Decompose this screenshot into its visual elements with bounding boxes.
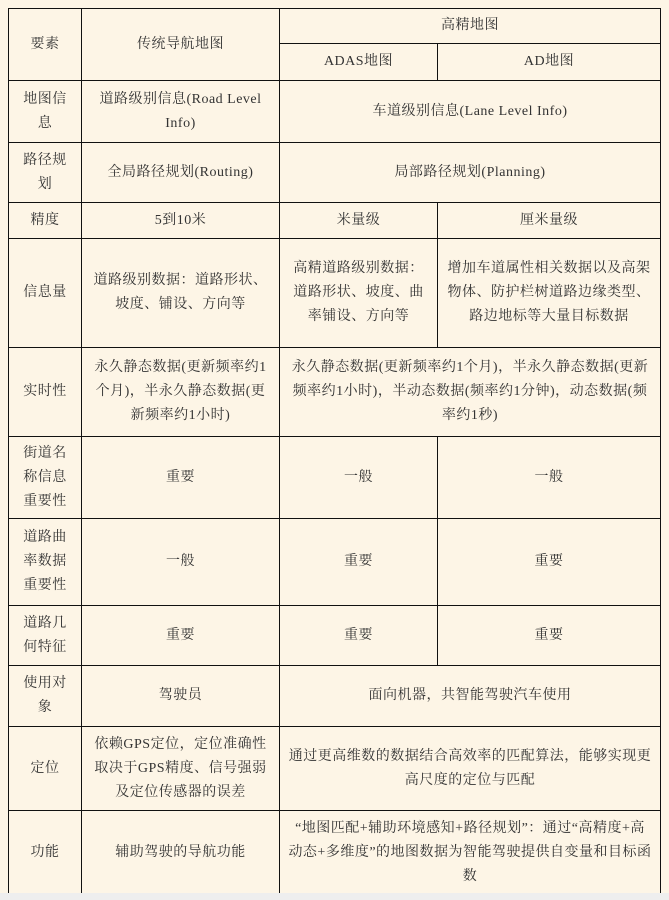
cell-hd: 车道级别信息(Lane Level Info) [280,81,661,143]
table-row [9,519,661,606]
cell-traditional: 永久静态数据(更新频率约1个月)，半永久静态数据(更新频率约1小时) [82,348,280,437]
row-label: 道路曲率数据重要性 [9,519,82,606]
row-label: 精度 [9,203,82,239]
header-traditional: 传统导航地图 [82,9,280,81]
header-hd-map: 高精地图 [280,9,661,44]
cell-traditional: 一般 [82,519,280,606]
row-label: 定位 [9,727,82,811]
cell-hd: “地图匹配+辅助环境感知+路径规划”：通过“高精度+高动态+多维度”的地图数据为智能驾驶提供自变量和目标函数 [280,811,661,894]
row-label: 地图信息 [9,81,82,143]
cell-traditional: 道路级别数据：道路形状、坡度、铺设、方向等 [82,239,280,348]
table-row [9,348,661,437]
cell-traditional: 驾驶员 [82,666,280,727]
row-label: 实时性 [9,348,82,437]
cell-adas: 重要 [280,606,438,666]
cell-traditional: 依赖GPS定位，定位准确性取决于GPS精度、信号强弱及定位传感器的误差 [82,727,280,811]
header-adas: ADAS地图 [280,44,438,81]
cell-traditional: 全局路径规划(Routing) [82,143,280,203]
header-row [9,9,661,44]
row-label: 街道名称信息重要性 [9,437,82,519]
row-label: 功能 [9,811,82,894]
row-label: 信息量 [9,239,82,348]
cell-traditional: 辅助驾驶的导航功能 [82,811,280,894]
cell-ad: 一般 [438,437,661,519]
cell-ad: 重要 [438,519,661,606]
comparison-table [8,8,661,893]
cell-hd: 永久静态数据(更新频率约1个月)，半永久静态数据(更新频率约1小时)，半动态数据(频率约1分钟)，动态数据(频率约1秒) [280,348,661,437]
table-row [9,437,661,519]
table-row [9,239,661,348]
header-ad: AD地图 [438,44,661,81]
cell-adas: 米量级 [280,203,438,239]
cell-hd: 通过更高维数的数据结合高效率的匹配算法，能够实现更高尺度的定位与匹配 [280,727,661,811]
cell-adas: 一般 [280,437,438,519]
row-label: 使用对象 [9,666,82,727]
cell-traditional: 5到10米 [82,203,280,239]
cell-adas: 重要 [280,519,438,606]
cell-hd: 面向机器，共智能驾驶汽车使用 [280,666,661,727]
table-row [9,666,661,727]
cell-traditional: 道路级别信息(Road Level Info) [82,81,280,143]
cell-traditional: 重要 [82,606,280,666]
table-row [9,811,661,894]
table-row [9,606,661,666]
cell-ad: 增加车道属性相关数据以及高架物体、防护栏树道路边缘类型、路边地标等大量目标数据 [438,239,661,348]
table-row [9,727,661,811]
table-row [9,143,661,203]
cell-ad: 重要 [438,606,661,666]
table-row [9,203,661,239]
header-element: 要素 [9,9,82,81]
cell-traditional: 重要 [82,437,280,519]
row-label: 路径规划 [9,143,82,203]
cell-adas: 高精道路级别数据：道路形状、坡度、曲率铺设、方向等 [280,239,438,348]
row-label: 道路几何特征 [9,606,82,666]
cell-ad: 厘米量级 [438,203,661,239]
table-row [9,81,661,143]
cell-hd: 局部路径规划(Planning) [280,143,661,203]
